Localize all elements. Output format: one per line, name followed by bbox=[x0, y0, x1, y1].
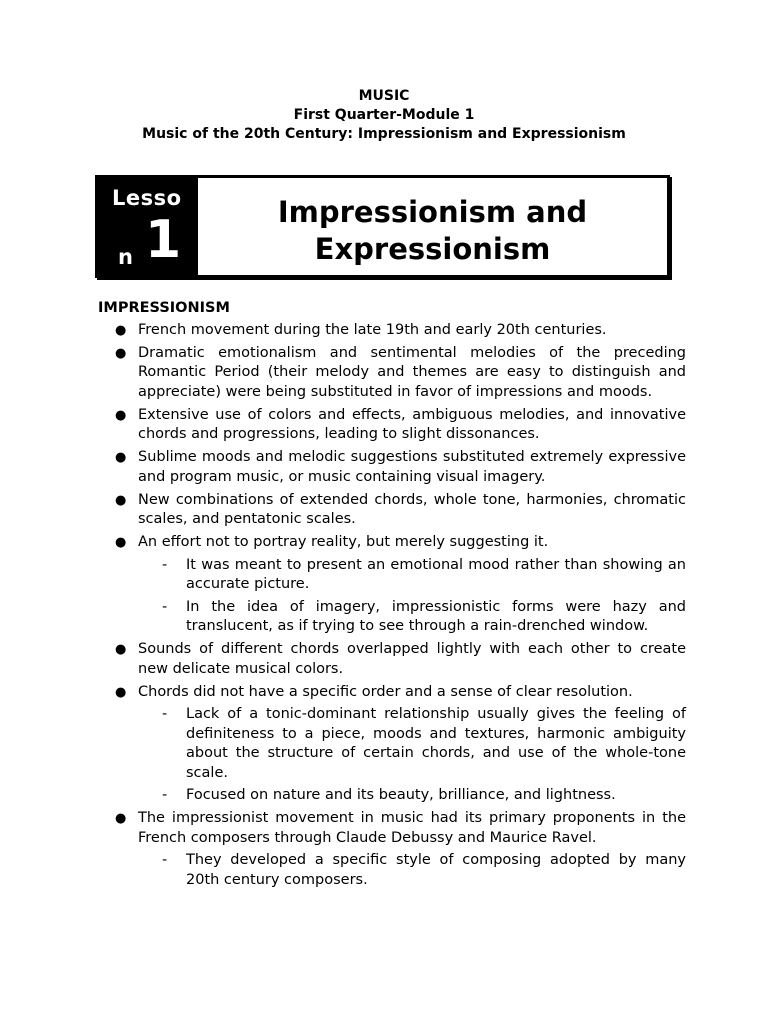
topic-title: Music of the 20th Century: Impressionism and Expressionism bbox=[142, 126, 626, 142]
lesson-word-bottom: n bbox=[118, 245, 133, 269]
bullet-icon: ● bbox=[115, 642, 127, 657]
dash-icon: - bbox=[162, 852, 168, 868]
list-item-text: Chords did not have a specific order and a sense of clear resolution. bbox=[138, 683, 633, 700]
lesson-content bbox=[98, 299, 686, 894]
list-item-text: Sounds of different chords overlapped lightly with each other to create new delicate musical colors. bbox=[138, 641, 686, 677]
document-header bbox=[0, 87, 768, 144]
list-item bbox=[98, 491, 686, 530]
bullet-icon: ● bbox=[115, 492, 127, 508]
lesson-word-top: Lesso bbox=[112, 186, 182, 210]
dash-icon: - bbox=[162, 706, 168, 722]
sub-list-item bbox=[138, 556, 686, 595]
list-item bbox=[98, 809, 686, 890]
list-item-text: An effort not to portray reality, but merely suggesting it. bbox=[138, 534, 549, 550]
dash-icon: - bbox=[162, 787, 168, 803]
list-item bbox=[98, 683, 686, 806]
list-item-text: New combinations of extended chords, whole tone, harmonies, chromatic scales, and pentatonic scales. bbox=[138, 491, 686, 527]
list-item-text: Sublime moods and melodic suggestions substituted extremely expressive and program music, or music containing visual imagery. bbox=[138, 449, 686, 485]
sub-list-item-text: Lack of a tonic-dominant relationship usually gives the feeling of definiteness to a piece, moods and textures, harmonic ambiguity about the structure of certain chords, and use of the whole-tone scale. bbox=[186, 706, 686, 781]
sub-list-item-text: Focused on nature and its beauty, brilliance, and lightness. bbox=[186, 787, 616, 803]
sub-list-item bbox=[138, 786, 686, 806]
bullet-icon: ● bbox=[115, 535, 127, 550]
sub-list-item-text: They developed a specific style of composing adopted by many 20th century composers. bbox=[186, 852, 686, 888]
lesson-title-line-2: Expressionism bbox=[314, 232, 551, 266]
list-item-text: The impressionist movement in music had its primary proponents in the French composers through Claude Debussy and Maurice Ravel. bbox=[138, 810, 686, 846]
list-item bbox=[98, 448, 686, 487]
section-heading: IMPRESSIONISM bbox=[98, 300, 230, 316]
module-title: First Quarter-Module 1 bbox=[293, 107, 475, 123]
sub-list bbox=[138, 556, 686, 637]
list-item bbox=[98, 321, 686, 341]
bullet-icon: ● bbox=[115, 345, 127, 361]
list-item bbox=[98, 533, 686, 637]
list-item-text: Dramatic emotionalism and sentimental melodies of the preceding Romantic Period (their melody and themes are easy to distinguish and appreciate) were being substituted in favor of impressions and moods. bbox=[138, 344, 686, 400]
bullet-icon: ● bbox=[115, 407, 127, 423]
sub-list-item bbox=[138, 705, 686, 783]
lesson-title-line-1: Impressionism and bbox=[277, 195, 588, 229]
dash-icon: - bbox=[162, 556, 168, 573]
sub-list-item bbox=[138, 851, 686, 890]
dash-icon: - bbox=[162, 598, 168, 615]
lesson-number: 1 bbox=[145, 210, 182, 270]
bullet-icon: ● bbox=[115, 811, 127, 826]
sub-list-item-text: In the idea of imagery, impressionistic forms were hazy and translucent, as if trying to see through a rain-drenched window. bbox=[186, 598, 686, 634]
list-item bbox=[98, 406, 686, 445]
lesson-banner bbox=[95, 175, 670, 278]
subject-title: MUSIC bbox=[358, 88, 410, 104]
bullet-icon: ● bbox=[115, 450, 127, 465]
bullet-icon: ● bbox=[115, 322, 127, 338]
bullet-icon: ● bbox=[115, 684, 127, 700]
sub-list bbox=[138, 851, 686, 890]
list-item-text: French movement during the late 19th and early 20th centuries. bbox=[138, 321, 607, 338]
sub-list-item-text: It was meant to present an emotional mood rather than showing an accurate picture. bbox=[186, 556, 686, 592]
sub-list-item bbox=[138, 598, 686, 637]
sub-list bbox=[138, 705, 686, 806]
lesson-tag bbox=[98, 178, 198, 275]
list-item-text: Extensive use of colors and effects, ambiguous melodies, and innovative chords and progressions, leading to slight dissonances. bbox=[138, 406, 686, 442]
list-item bbox=[98, 640, 686, 679]
lesson-title bbox=[198, 194, 667, 268]
bullet-list bbox=[98, 321, 686, 891]
list-item bbox=[98, 344, 686, 403]
